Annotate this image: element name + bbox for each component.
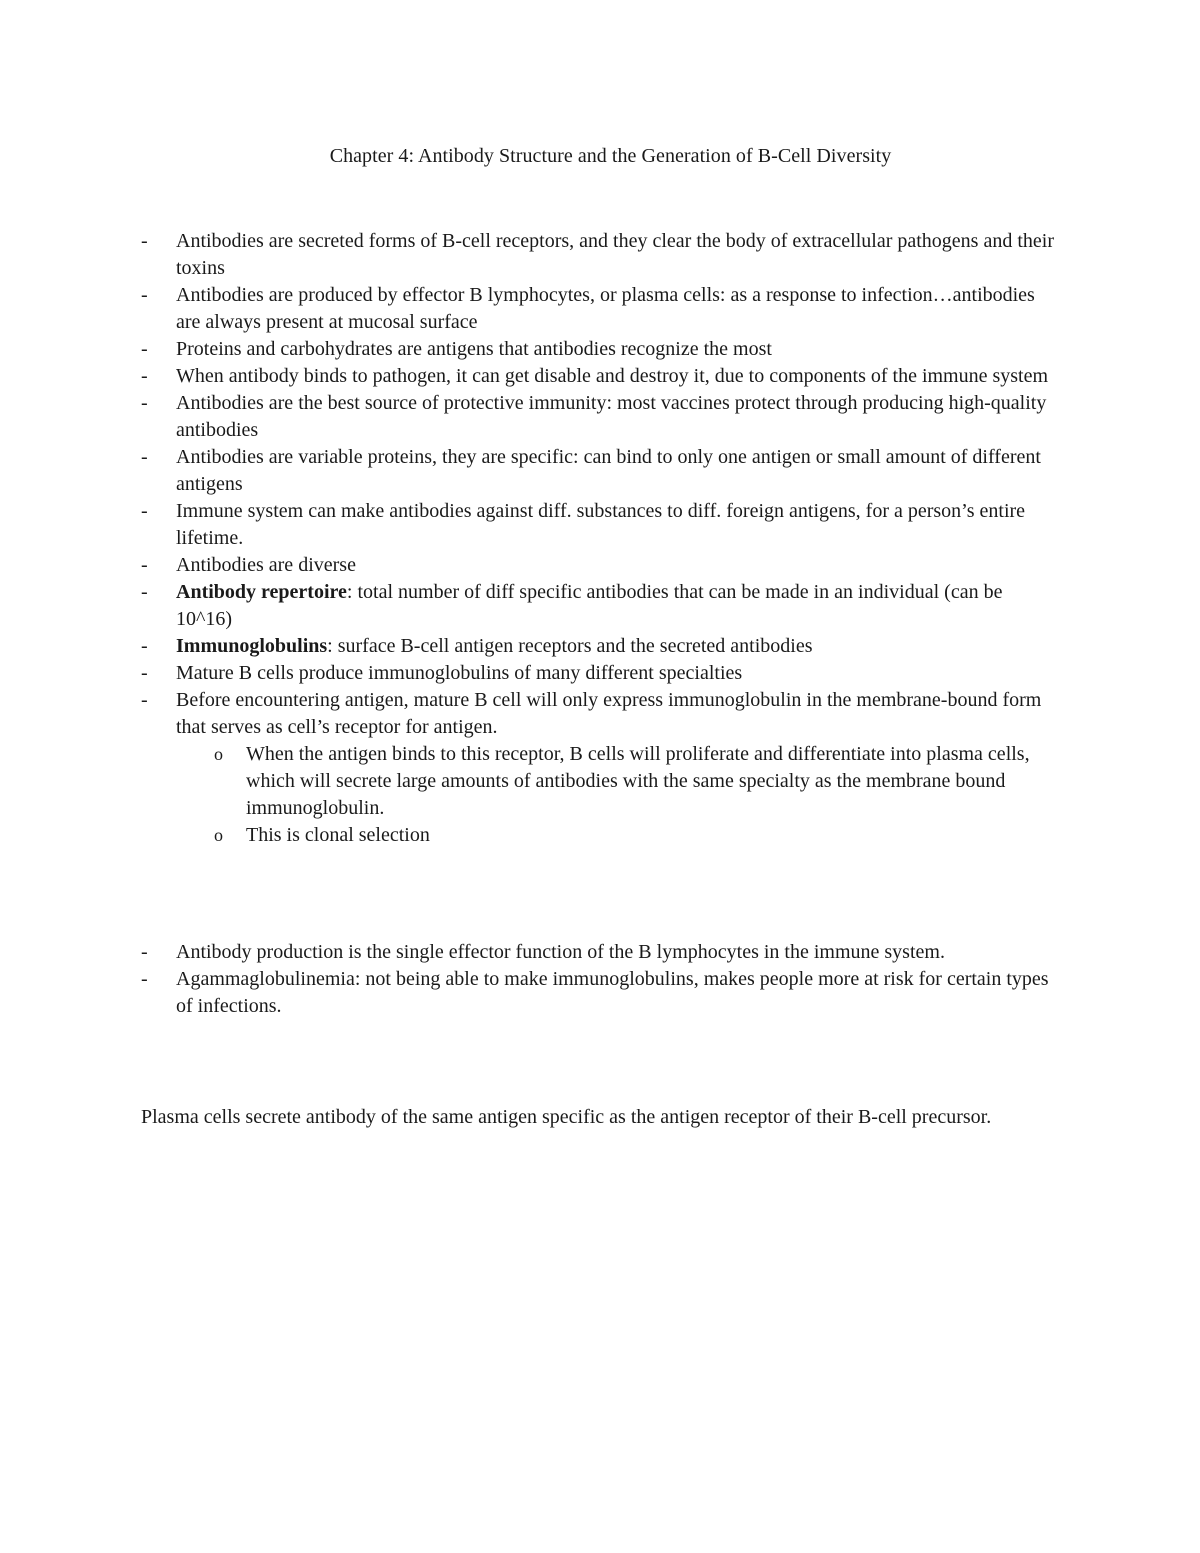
dash-bullet: - — [141, 284, 148, 306]
dash-bullet: - — [141, 392, 148, 414]
circle-bullet: o — [214, 744, 223, 764]
list-item — [141, 939, 1061, 966]
dash-bullet: - — [141, 554, 148, 576]
closing-paragraph: Plasma cells secrete antibody of the same antigen specific as the antigen receptor of their B-cell precursor. — [141, 1106, 992, 1128]
bold-term: Antibody repertoire — [176, 581, 347, 603]
list-item-text: Antibodies are the best source of protective immunity: most vaccines protect through producing high-quality antibodies — [176, 392, 1047, 441]
list-item — [141, 363, 1061, 390]
list-item — [141, 687, 1061, 741]
list-item-text: Proteins and carbohydrates are antigens that antibodies recognize the most — [176, 338, 772, 360]
dash-bullet: - — [141, 635, 148, 657]
list-item — [141, 633, 1061, 660]
dash-bullet: - — [141, 365, 148, 387]
list-item-text: : surface B-cell antigen receptors and the secreted antibodies — [327, 635, 813, 657]
list-item — [141, 444, 1061, 498]
list-item-text: Antibody production is the single effector function of the B lymphocytes in the immune system. — [176, 941, 945, 963]
dash-bullet: - — [141, 446, 148, 468]
notes-list-secondary — [141, 939, 1061, 1020]
sub-list-item — [141, 741, 1061, 822]
list-item-text: Mature B cells produce immunoglobulins of many different specialties — [176, 662, 743, 684]
list-item-text: Antibodies are produced by effector B lymphocytes, or plasma cells: as a response to infection…antibodies are always present at mucosal surface — [176, 284, 1035, 333]
list-item — [141, 228, 1061, 282]
dash-bullet: - — [141, 338, 148, 360]
dash-bullet: - — [141, 941, 148, 963]
list-item-text: Antibodies are diverse — [176, 554, 356, 576]
list-item-text: Antibodies are secreted forms of B-cell receptors, and they clear the body of extracellular pathogens and their toxins — [176, 230, 1054, 279]
circle-bullet: o — [214, 825, 223, 845]
list-item-text: Antibodies are variable proteins, they are specific: can bind to only one antigen or small amount of different antigens — [176, 446, 1041, 495]
list-item-text: Before encountering antigen, mature B cell will only express immunoglobulin in the membrane-bound form that serves as cell’s receptor for antigen. — [176, 689, 1042, 738]
dash-bullet: - — [141, 689, 148, 711]
dash-bullet: - — [141, 581, 148, 603]
list-item-text: When antibody binds to pathogen, it can get disable and destroy it, due to components of the immune system — [176, 365, 1049, 387]
dash-bullet: - — [141, 230, 148, 252]
list-item-text: Immune system can make antibodies against diff. substances to diff. foreign antigens, for a person’s entire lifetime. — [176, 500, 1026, 549]
list-item — [141, 552, 1061, 579]
list-item — [141, 498, 1061, 552]
sub-list-item — [141, 822, 1061, 849]
list-item — [141, 660, 1061, 687]
sub-list-container — [141, 741, 1061, 849]
list-item — [141, 282, 1061, 336]
dash-bullet: - — [141, 662, 148, 684]
list-item — [141, 390, 1061, 444]
list-item-text: : total number of diff specific antibodies that can be made in an individual (can be 10^16) — [176, 581, 1003, 630]
list-item-text: Agammaglobulinemia: not being able to make immunoglobulins, makes people more at risk for certain types of infections. — [176, 968, 1049, 1017]
notes-list-main — [141, 228, 1061, 849]
list-item — [141, 579, 1061, 633]
document-title: Chapter 4: Antibody Structure and the Generation of B-Cell Diversity — [329, 145, 892, 167]
bold-term: Immunoglobulins — [176, 635, 328, 657]
sub-list — [141, 741, 1061, 849]
list-item — [141, 336, 1061, 363]
dash-bullet: - — [141, 500, 148, 522]
sub-list-item-text: When the antigen binds to this receptor, B cells will proliferate and differentiate into plasma cells, which will secrete large amounts of antibodies with the same specialty as the membrane bound immunoglobulin. — [246, 743, 1030, 819]
dash-bullet: - — [141, 968, 148, 990]
sub-list-item-text: This is clonal selection — [246, 824, 430, 846]
list-item — [141, 966, 1061, 1020]
